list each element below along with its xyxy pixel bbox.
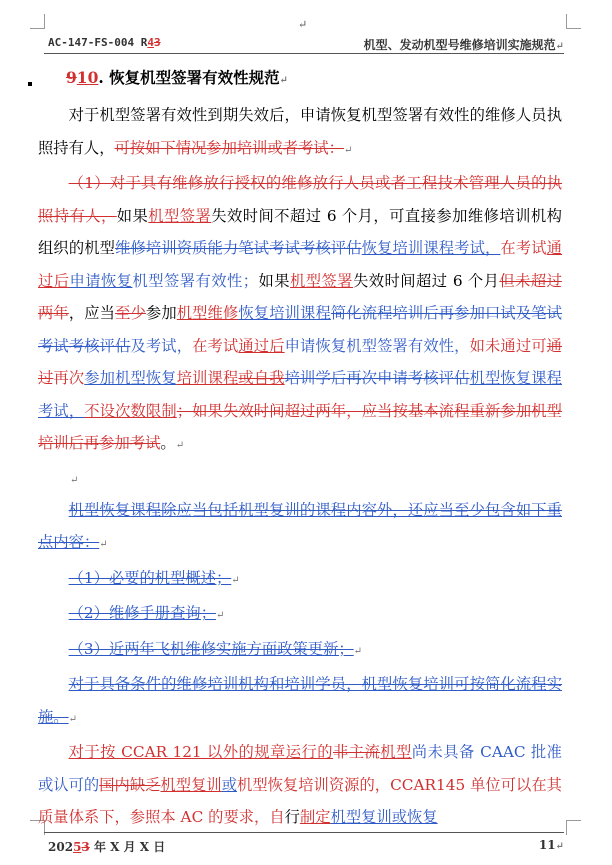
footer-rule	[44, 832, 564, 833]
header-rule	[44, 53, 564, 54]
header-doc-id: AC-147-FS-004 R43	[48, 36, 161, 49]
empty-paragraph: ↵	[70, 474, 79, 486]
paragraph-course-content: 机型恢复课程除应当包括机型复训的课程内容外，还应当至少包含如下重点内容：↵	[38, 500, 562, 551]
year-deleted: 3	[81, 840, 90, 854]
paragraph-tracked-changes: （1）对于具有维修放行授权的维修放行人员或者工程技术管理人员的执照持有人，如果机型签署失效时间不超过 6 个月，可直接参加维修培训机构组织的机型维修培训资质能力笔试考试考核评估恢复培训课程考试，在考试通过后申请恢复机型签署有效性；如果机型签署失效时间超过 6 个月但未超过两年，应当至少参加机型维修恢复培训课程简化流程培训后再参加口试及笔试考试考核评估及考试，在考试通过后申请恢复机型签署有效性，如未通过可通过再次参加机型恢复培训课程或自我培训学后再次申请考核评估机型恢复课程考试，不设次数限制；如果失效时间超过两年，应当按基本流程重新参加机型培训后再参加考试。↵	[38, 174, 562, 452]
rev-deleted: 3	[153, 36, 161, 49]
list-item: （2）维修手册查询；↵	[68, 604, 225, 622]
paragraph-intro: 对于机型签署有效性到期失效后，申请恢复机型签署有效性的维修人员执照持有人，可按如下情况参加培训或者考试：↵	[38, 106, 562, 157]
footer-date: 20253 年 X 月 X 日	[48, 840, 166, 854]
paragraph-simplified-process: 对于具备条件的维修培训机构和培训学员，机型恢复培训可按简化流程实施。↵	[38, 675, 562, 726]
section-heading: 910. 恢复机型签署有效性规范↵	[66, 68, 289, 87]
heading-number-deleted: 9	[66, 68, 77, 87]
paragraph-bullet	[28, 82, 32, 86]
header-paragraph-mark: ↵	[298, 18, 308, 31]
document-body	[38, 64, 562, 834]
crop-mark-top-left	[30, 14, 45, 29]
heading-number-inserted: 10	[76, 68, 99, 87]
year-inserted: 5	[73, 840, 82, 854]
header-title: 机型、发动机型号维修培训实施规范↵	[363, 38, 564, 52]
list-item: （3）近两年飞机维修实施方面政策更新；↵	[68, 639, 363, 658]
crop-mark-top-right	[566, 14, 581, 29]
footer-page-number: 11↵	[538, 838, 564, 852]
crop-mark-bottom-right	[566, 820, 581, 835]
rev-inserted: 4	[147, 36, 154, 49]
paragraph-ccar145: 对于按 CCAR 121 以外的规章运行的非主流机型尚未具备 CAAC 批准或认可的国内缺乏机型复训或机型恢复培训资源的，CCAR145 单位可以在其质量体系下，参照本 AC 的要求，自行制定机型复训或恢复	[38, 743, 562, 826]
list-item: （1）必要的机型概述；↵	[68, 568, 240, 587]
